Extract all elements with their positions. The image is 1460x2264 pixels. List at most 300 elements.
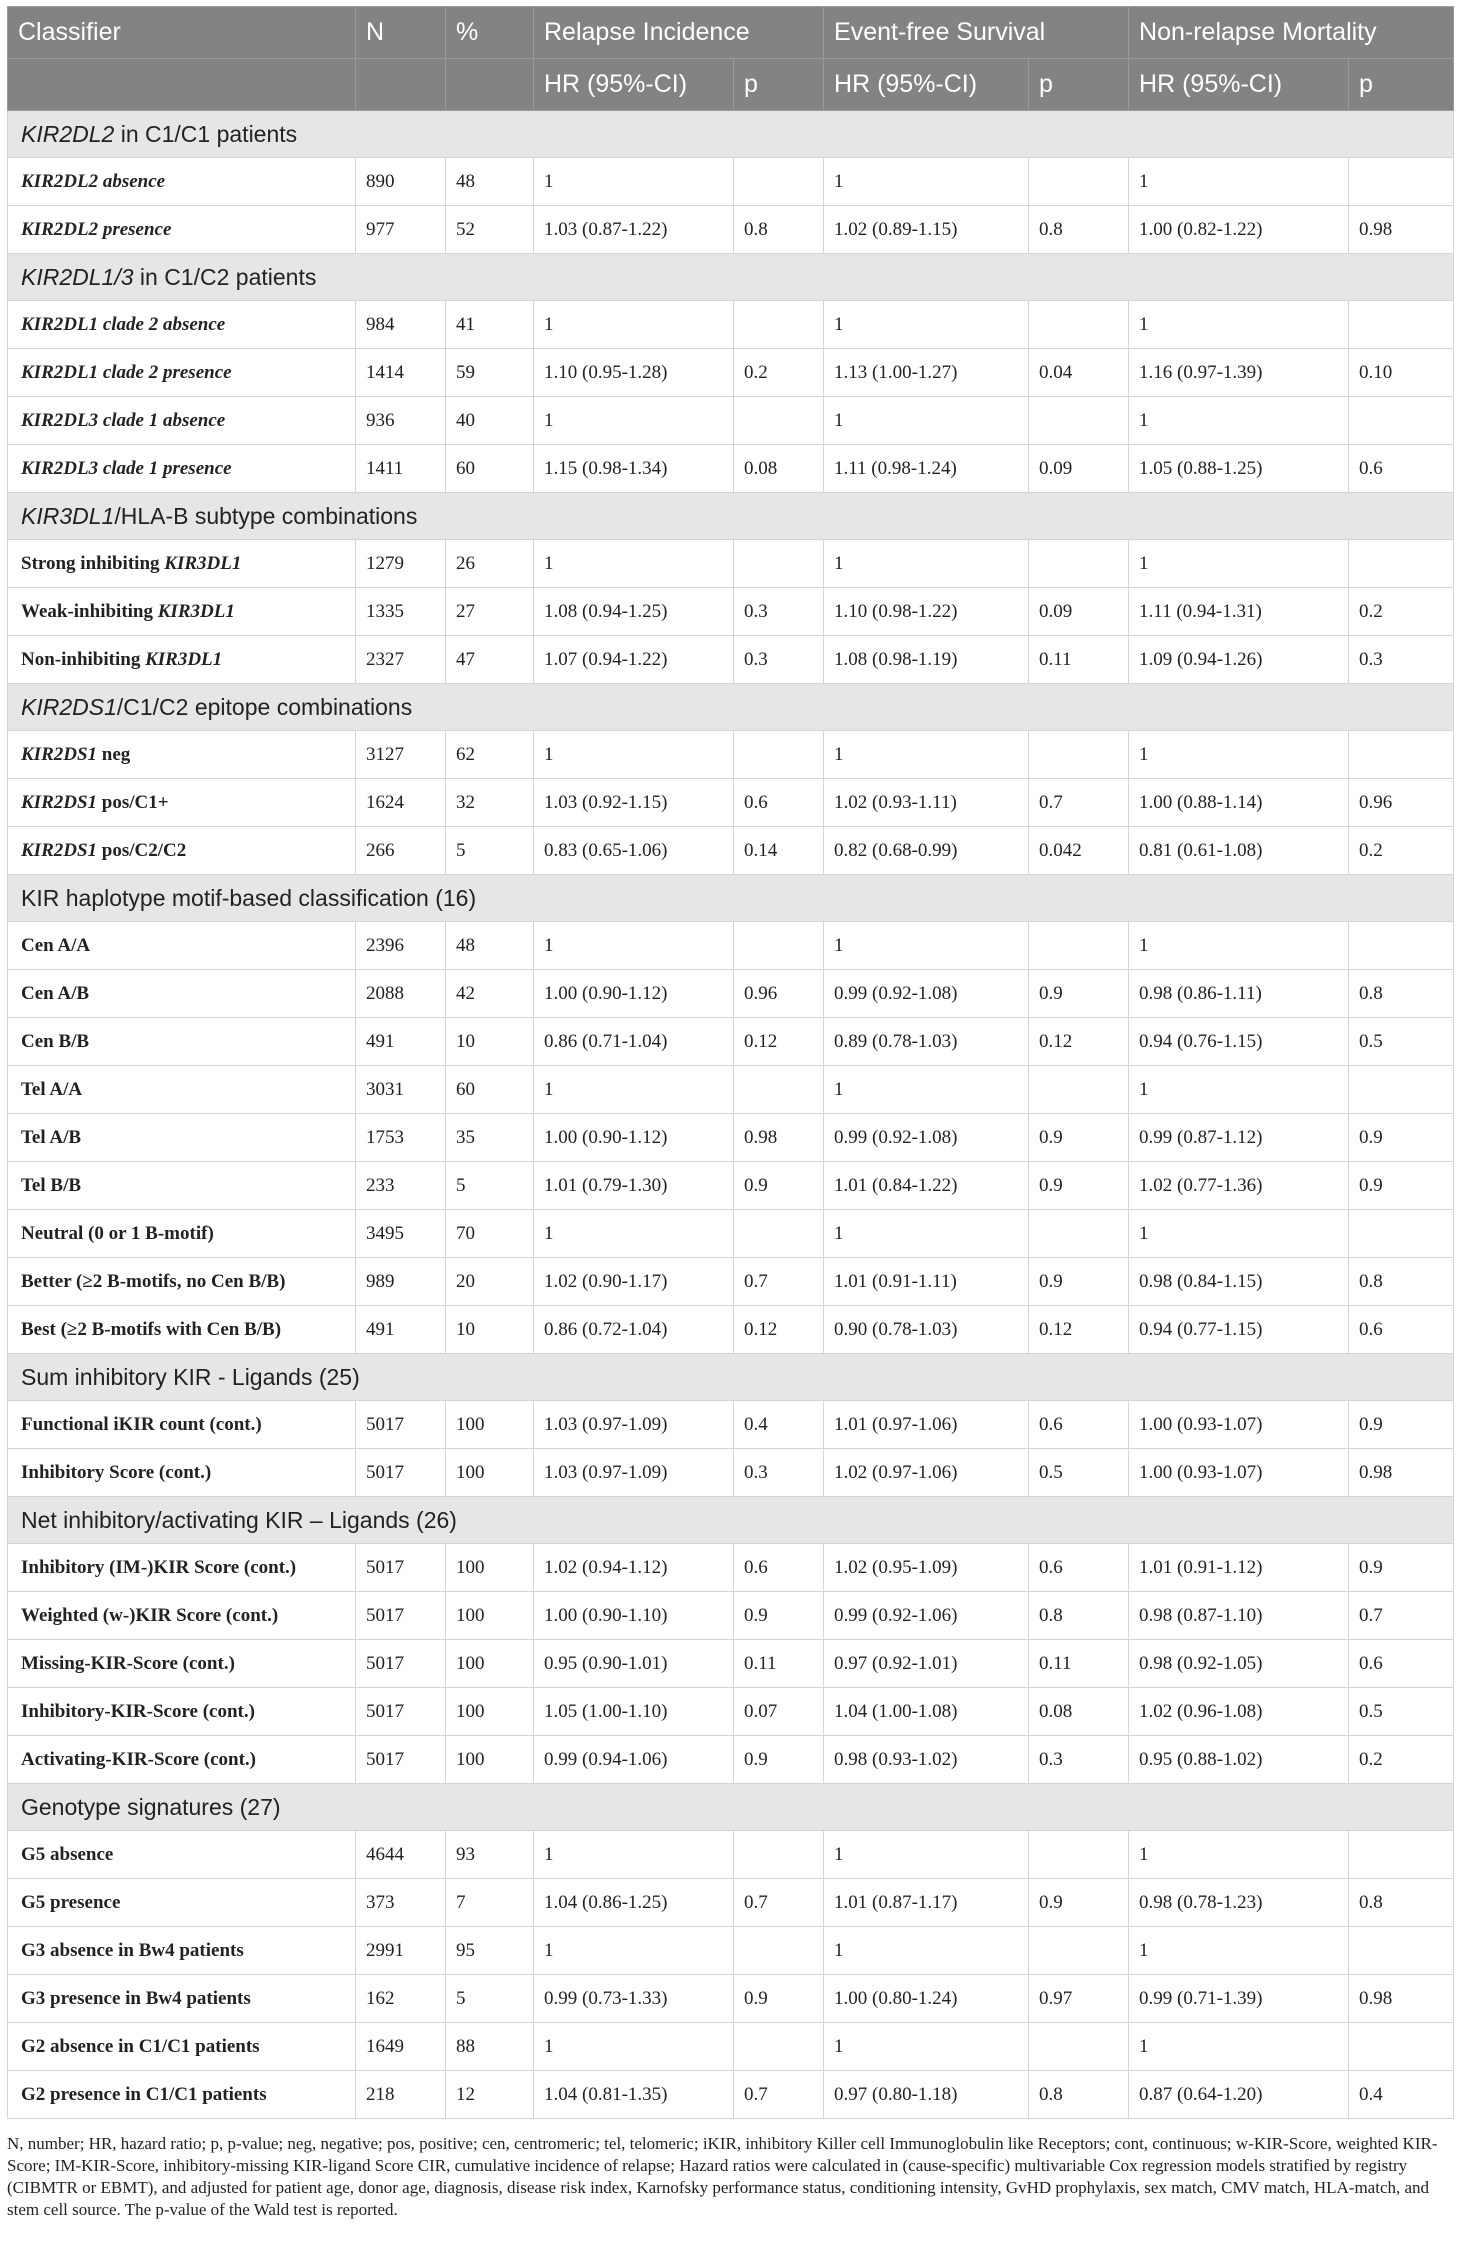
cell-nrm-hr: 1 [1129, 1927, 1349, 1975]
cell-pct: 100 [446, 1640, 534, 1688]
table-row [8, 1879, 1454, 1927]
text-segment: clade 2 absence [98, 313, 226, 335]
cell-efs-hr: 1 [824, 397, 1029, 445]
header-ri-p: p [734, 59, 824, 111]
cell-efs-p: 0.9 [1029, 1114, 1129, 1162]
cell-pct: 10 [446, 1018, 534, 1066]
cell-ri-p: 0.6 [734, 1544, 824, 1592]
cell-n: 491 [356, 1306, 446, 1354]
cell-nrm-hr: 0.95 (0.88-1.02) [1129, 1736, 1349, 1784]
table-row [8, 349, 1454, 397]
cell-ri-p [734, 301, 824, 349]
cell-ri-hr: 0.83 (0.65-1.06) [534, 827, 734, 875]
cell-pct: 60 [446, 1066, 534, 1114]
row-label [8, 922, 356, 970]
table-row [8, 1258, 1454, 1306]
cell-nrm-p: 0.10 [1349, 349, 1454, 397]
cell-ri-p [734, 1927, 824, 1975]
table-row [8, 1831, 1454, 1879]
cell-n: 3031 [356, 1066, 446, 1114]
cell-ri-p: 0.3 [734, 1449, 824, 1497]
row-label [8, 1544, 356, 1592]
cell-efs-p: 0.8 [1029, 206, 1129, 254]
table-footnote: N, number; HR, hazard ratio; p, p-value; neg, negative; pos, positive; cen, centromeric; tel, telomeric; iKIR, inhibitory Killer cell Immunoglobulin like Receptors; cont, continuous; w-KIR-Score, weighted KIR-Score; IM-KIR-Score, inhibitory-missing KIR-ligand Score CIR, cumulative incidence of relapse; Hazard ratios were calculated in (cause-specific) multivariable Cox regression models stratified by registry (CIBMTR or EBMT), and adjusted for patient age, donor age, diagnosis, disease risk index, Karnofsky performance status, conditioning intensity, GvHD prophylaxis, sex match, CMV match, HLA-match, and stem cell source. The p-value of the Wald test is reported. [7, 2134, 1438, 2219]
text-segment: /C1/C2 epitope combinations [116, 693, 413, 720]
table-row [8, 1544, 1454, 1592]
text-segment: Functional iKIR count (cont.) [21, 1413, 262, 1435]
cell-nrm-p [1349, 1210, 1454, 1258]
text-segment: /HLA-B subtype combinations [114, 502, 418, 529]
row-label [8, 1114, 356, 1162]
row-label [8, 445, 356, 493]
results-table [7, 6, 1454, 2119]
row-label [8, 1066, 356, 1114]
text-segment: G5 presence [21, 1891, 121, 1913]
section-title [8, 1497, 1454, 1544]
text-segment: presence [98, 218, 172, 240]
cell-n: 3127 [356, 731, 446, 779]
cell-pct: 32 [446, 779, 534, 827]
cell-efs-hr: 1 [824, 1831, 1029, 1879]
cell-n: 162 [356, 1975, 446, 2023]
cell-ri-hr: 0.99 (0.73-1.33) [534, 1975, 734, 2023]
text-segment: KIR3DL1 [164, 552, 242, 574]
cell-ri-hr: 1.03 (0.97-1.09) [534, 1401, 734, 1449]
cell-nrm-p [1349, 731, 1454, 779]
cell-nrm-p: 0.7 [1349, 1592, 1454, 1640]
table-row [8, 158, 1454, 206]
cell-ri-hr: 1 [534, 540, 734, 588]
cell-ri-p: 0.9 [734, 1736, 824, 1784]
cell-efs-hr: 1.01 (0.97-1.06) [824, 1401, 1029, 1449]
cell-nrm-hr: 1 [1129, 1831, 1349, 1879]
cell-nrm-p: 0.6 [1349, 445, 1454, 493]
cell-ri-hr: 1 [534, 2023, 734, 2071]
cell-efs-hr: 0.97 (0.92-1.01) [824, 1640, 1029, 1688]
cell-ri-p: 0.9 [734, 1162, 824, 1210]
header-efs-p: p [1029, 59, 1129, 111]
cell-n: 1279 [356, 540, 446, 588]
text-segment: KIR3DL1 [21, 502, 115, 529]
cell-pct: 40 [446, 397, 534, 445]
cell-n: 1335 [356, 588, 446, 636]
row-label [8, 636, 356, 684]
cell-ri-hr: 1 [534, 1066, 734, 1114]
text-segment: KIR2DL1/3 [21, 263, 134, 290]
cell-n: 266 [356, 827, 446, 875]
text-segment: Genotype signatures (27) [21, 1793, 281, 1820]
cell-pct: 42 [446, 970, 534, 1018]
cell-ri-p: 0.7 [734, 1879, 824, 1927]
text-segment: KIR3DL1 [145, 648, 223, 670]
table-row [8, 636, 1454, 684]
text-segment: KIR2DS1 [21, 839, 98, 861]
table-row [8, 2071, 1454, 2119]
cell-n: 3495 [356, 1210, 446, 1258]
row-label [8, 1688, 356, 1736]
cell-efs-p [1029, 731, 1129, 779]
cell-ri-hr: 1 [534, 1927, 734, 1975]
cell-efs-hr: 0.98 (0.93-1.02) [824, 1736, 1029, 1784]
text-segment: G2 presence in C1/C1 patients [21, 2083, 267, 2105]
cell-efs-p: 0.09 [1029, 588, 1129, 636]
table-row [8, 1018, 1454, 1066]
cell-ri-hr: 1 [534, 731, 734, 779]
cell-ri-p: 0.08 [734, 445, 824, 493]
cell-ri-p: 0.3 [734, 588, 824, 636]
text-segment: Cen B/B [21, 1030, 90, 1052]
cell-nrm-hr: 1 [1129, 540, 1349, 588]
cell-pct: 88 [446, 2023, 534, 2071]
cell-pct: 70 [446, 1210, 534, 1258]
cell-efs-p: 0.04 [1029, 349, 1129, 397]
row-label [8, 349, 356, 397]
cell-ri-hr: 1.04 (0.86-1.25) [534, 1879, 734, 1927]
cell-nrm-hr: 1.02 (0.77-1.36) [1129, 1162, 1349, 1210]
cell-n: 977 [356, 206, 446, 254]
cell-nrm-p [1349, 301, 1454, 349]
cell-efs-hr: 1.02 (0.89-1.15) [824, 206, 1029, 254]
text-segment: in C1/C1 patients [114, 120, 298, 147]
header-row-1 [8, 7, 1454, 59]
cell-ri-p: 0.12 [734, 1306, 824, 1354]
cell-pct: 27 [446, 588, 534, 636]
cell-pct: 5 [446, 827, 534, 875]
header-blank [8, 59, 356, 111]
cell-pct: 26 [446, 540, 534, 588]
table-row [8, 1449, 1454, 1497]
cell-ri-p: 0.6 [734, 779, 824, 827]
cell-n: 2327 [356, 636, 446, 684]
section-header-row [8, 254, 1454, 301]
cell-efs-hr: 1 [824, 1066, 1029, 1114]
cell-efs-hr: 0.99 (0.92-1.06) [824, 1592, 1029, 1640]
text-segment: absence [98, 170, 166, 192]
cell-nrm-hr: 0.98 (0.84-1.15) [1129, 1258, 1349, 1306]
cell-n: 4644 [356, 1831, 446, 1879]
cell-n: 5017 [356, 1544, 446, 1592]
cell-ri-p: 0.12 [734, 1018, 824, 1066]
cell-pct: 48 [446, 158, 534, 206]
cell-n: 491 [356, 1018, 446, 1066]
text-segment: Inhibitory Score (cont.) [21, 1461, 212, 1483]
section-title [8, 684, 1454, 731]
cell-nrm-p [1349, 158, 1454, 206]
section-header-row [8, 111, 1454, 158]
cell-efs-hr: 1.04 (1.00-1.08) [824, 1688, 1029, 1736]
cell-nrm-hr: 1.00 (0.88-1.14) [1129, 779, 1349, 827]
cell-pct: 100 [446, 1401, 534, 1449]
cell-efs-hr: 1.10 (0.98-1.22) [824, 588, 1029, 636]
cell-nrm-hr: 1 [1129, 2023, 1349, 2071]
cell-n: 2991 [356, 1927, 446, 1975]
cell-efs-p [1029, 2023, 1129, 2071]
cell-nrm-p: 0.8 [1349, 1879, 1454, 1927]
text-segment: clade 1 absence [98, 409, 226, 431]
cell-nrm-p: 0.3 [1349, 636, 1454, 684]
cell-efs-hr: 1.08 (0.98-1.19) [824, 636, 1029, 684]
cell-nrm-p: 0.4 [1349, 2071, 1454, 2119]
cell-n: 1753 [356, 1114, 446, 1162]
text-segment: G3 absence in Bw4 patients [21, 1939, 244, 1961]
cell-efs-p [1029, 1210, 1129, 1258]
row-label [8, 1401, 356, 1449]
cell-efs-p: 0.9 [1029, 1258, 1129, 1306]
cell-ri-hr: 1.03 (0.87-1.22) [534, 206, 734, 254]
text-segment: KIR2DS1 [21, 791, 98, 813]
cell-pct: 52 [446, 206, 534, 254]
cell-nrm-hr: 1 [1129, 731, 1349, 779]
cell-ri-p [734, 158, 824, 206]
section-header-row [8, 1354, 1454, 1401]
table-row [8, 731, 1454, 779]
cell-nrm-p [1349, 1066, 1454, 1114]
cell-ri-hr: 0.99 (0.94-1.06) [534, 1736, 734, 1784]
cell-nrm-p: 0.2 [1349, 827, 1454, 875]
cell-pct: 5 [446, 1975, 534, 2023]
cell-ri-hr: 1.02 (0.90-1.17) [534, 1258, 734, 1306]
text-segment: Sum inhibitory KIR - Ligands (25) [21, 1363, 360, 1390]
table-row [8, 970, 1454, 1018]
cell-efs-hr: 1 [824, 301, 1029, 349]
header-row-2 [8, 59, 1454, 111]
cell-ri-p: 0.8 [734, 206, 824, 254]
cell-efs-hr: 1 [824, 158, 1029, 206]
cell-efs-hr: 0.82 (0.68-0.99) [824, 827, 1029, 875]
cell-n: 2088 [356, 970, 446, 1018]
cell-efs-p: 0.8 [1029, 1592, 1129, 1640]
row-label [8, 1210, 356, 1258]
cell-nrm-p [1349, 397, 1454, 445]
text-segment: Net inhibitory/activating KIR – Ligands (26) [21, 1506, 457, 1533]
cell-pct: 93 [446, 1831, 534, 1879]
cell-ri-hr: 1.08 (0.94-1.25) [534, 588, 734, 636]
cell-ri-hr: 1.10 (0.95-1.28) [534, 349, 734, 397]
cell-pct: 7 [446, 1879, 534, 1927]
cell-pct: 62 [446, 731, 534, 779]
text-segment: Tel A/A [21, 1078, 83, 1100]
cell-nrm-p [1349, 540, 1454, 588]
table-row [8, 1975, 1454, 2023]
cell-efs-p [1029, 158, 1129, 206]
section-header-row [8, 684, 1454, 731]
header-n: N [356, 7, 446, 59]
cell-efs-p [1029, 397, 1129, 445]
cell-n: 936 [356, 397, 446, 445]
cell-nrm-hr: 0.98 (0.87-1.10) [1129, 1592, 1349, 1640]
cell-n: 5017 [356, 1688, 446, 1736]
table-body [8, 111, 1454, 2119]
text-segment: Cen A/B [21, 982, 90, 1004]
table-row [8, 588, 1454, 636]
cell-pct: 20 [446, 1258, 534, 1306]
row-label [8, 2071, 356, 2119]
row-label [8, 731, 356, 779]
cell-efs-p: 0.09 [1029, 445, 1129, 493]
cell-nrm-hr: 1.00 (0.82-1.22) [1129, 206, 1349, 254]
text-segment: Missing-KIR-Score (cont.) [21, 1652, 235, 1674]
cell-n: 1649 [356, 2023, 446, 2071]
cell-ri-p [734, 731, 824, 779]
cell-ri-hr: 1.00 (0.90-1.12) [534, 1114, 734, 1162]
table-row [8, 1736, 1454, 1784]
cell-efs-p [1029, 540, 1129, 588]
cell-nrm-hr: 1.02 (0.96-1.08) [1129, 1688, 1349, 1736]
cell-pct: 12 [446, 2071, 534, 2119]
cell-ri-p: 0.7 [734, 2071, 824, 2119]
cell-efs-p: 0.8 [1029, 2071, 1129, 2119]
row-label [8, 1449, 356, 1497]
cell-efs-hr: 1 [824, 731, 1029, 779]
cell-efs-hr: 0.97 (0.80-1.18) [824, 2071, 1029, 2119]
cell-nrm-hr: 1 [1129, 397, 1349, 445]
cell-nrm-hr: 1 [1129, 1210, 1349, 1258]
cell-n: 890 [356, 158, 446, 206]
text-segment: Weighted (w-)KIR Score (cont.) [21, 1604, 279, 1626]
cell-n: 989 [356, 1258, 446, 1306]
cell-pct: 48 [446, 922, 534, 970]
cell-n: 984 [356, 301, 446, 349]
cell-ri-hr: 1.02 (0.94-1.12) [534, 1544, 734, 1592]
text-segment: in C1/C2 patients [133, 263, 317, 290]
row-label [8, 206, 356, 254]
cell-ri-hr: 0.95 (0.90-1.01) [534, 1640, 734, 1688]
header-pct: % [446, 7, 534, 59]
cell-ri-hr: 1.01 (0.79-1.30) [534, 1162, 734, 1210]
cell-ri-p: 0.3 [734, 636, 824, 684]
cell-ri-p: 0.11 [734, 1640, 824, 1688]
cell-ri-hr: 1 [534, 158, 734, 206]
section-header-row [8, 1784, 1454, 1831]
cell-ri-p: 0.14 [734, 827, 824, 875]
cell-nrm-hr: 1.01 (0.91-1.12) [1129, 1544, 1349, 1592]
cell-nrm-p: 0.5 [1349, 1688, 1454, 1736]
cell-nrm-p [1349, 2023, 1454, 2071]
cell-ri-hr: 1.00 (0.90-1.10) [534, 1592, 734, 1640]
section-title [8, 254, 1454, 301]
cell-ri-hr: 1.04 (0.81-1.35) [534, 2071, 734, 2119]
cell-efs-hr: 1.02 (0.97-1.06) [824, 1449, 1029, 1497]
cell-pct: 10 [446, 1306, 534, 1354]
cell-nrm-p: 0.96 [1349, 779, 1454, 827]
cell-pct: 41 [446, 301, 534, 349]
row-label [8, 1831, 356, 1879]
cell-n: 233 [356, 1162, 446, 1210]
cell-efs-hr: 0.90 (0.78-1.03) [824, 1306, 1029, 1354]
text-segment: Inhibitory (IM-)KIR Score (cont.) [21, 1556, 297, 1578]
cell-nrm-hr: 1 [1129, 301, 1349, 349]
cell-nrm-hr: 0.94 (0.77-1.15) [1129, 1306, 1349, 1354]
cell-nrm-hr: 1.00 (0.93-1.07) [1129, 1401, 1349, 1449]
section-header-row [8, 493, 1454, 540]
text-segment: KIR2DS1 [21, 693, 117, 720]
row-label [8, 301, 356, 349]
table-row [8, 779, 1454, 827]
row-label [8, 779, 356, 827]
table-row [8, 2023, 1454, 2071]
table-row [8, 1592, 1454, 1640]
cell-ri-hr: 1.15 (0.98-1.34) [534, 445, 734, 493]
cell-nrm-p [1349, 1927, 1454, 1975]
cell-efs-p: 0.6 [1029, 1544, 1129, 1592]
row-label [8, 1640, 356, 1688]
cell-nrm-p: 0.98 [1349, 206, 1454, 254]
cell-nrm-p: 0.9 [1349, 1401, 1454, 1449]
cell-n: 5017 [356, 1736, 446, 1784]
cell-ri-p [734, 922, 824, 970]
table-container [7, 6, 1453, 2221]
cell-nrm-p: 0.6 [1349, 1640, 1454, 1688]
cell-n: 2396 [356, 922, 446, 970]
table-row [8, 1162, 1454, 1210]
cell-pct: 100 [446, 1449, 534, 1497]
cell-ri-hr: 1.00 (0.90-1.12) [534, 970, 734, 1018]
cell-nrm-hr: 1.16 (0.97-1.39) [1129, 349, 1349, 397]
section-title [8, 875, 1454, 922]
cell-n: 1411 [356, 445, 446, 493]
cell-efs-hr: 1 [824, 922, 1029, 970]
cell-nrm-p: 0.9 [1349, 1544, 1454, 1592]
cell-ri-p: 0.9 [734, 1975, 824, 2023]
cell-pct: 59 [446, 349, 534, 397]
cell-ri-p: 0.4 [734, 1401, 824, 1449]
row-label [8, 1879, 356, 1927]
cell-nrm-hr: 0.98 (0.86-1.11) [1129, 970, 1349, 1018]
cell-ri-p: 0.98 [734, 1114, 824, 1162]
row-label [8, 1018, 356, 1066]
cell-n: 1624 [356, 779, 446, 827]
cell-nrm-p: 0.8 [1349, 1258, 1454, 1306]
cell-n: 5017 [356, 1401, 446, 1449]
cell-ri-p [734, 1066, 824, 1114]
cell-efs-p: 0.7 [1029, 779, 1129, 827]
cell-efs-hr: 1.13 (1.00-1.27) [824, 349, 1029, 397]
cell-efs-hr: 1.01 (0.87-1.17) [824, 1879, 1029, 1927]
cell-ri-hr: 1.03 (0.92-1.15) [534, 779, 734, 827]
cell-nrm-p [1349, 1831, 1454, 1879]
cell-nrm-hr: 1 [1129, 158, 1349, 206]
text-segment: G5 absence [21, 1843, 114, 1865]
cell-nrm-p: 0.98 [1349, 1449, 1454, 1497]
section-title [8, 493, 1454, 540]
cell-nrm-p: 0.8 [1349, 970, 1454, 1018]
cell-ri-p [734, 1210, 824, 1258]
table-row [8, 922, 1454, 970]
header-blank [446, 59, 534, 111]
cell-efs-hr: 1.11 (0.98-1.24) [824, 445, 1029, 493]
text-segment: Tel B/B [21, 1174, 82, 1196]
cell-nrm-hr: 0.81 (0.61-1.08) [1129, 827, 1349, 875]
cell-efs-p: 0.9 [1029, 1879, 1129, 1927]
table-row [8, 1688, 1454, 1736]
cell-ri-hr: 0.86 (0.71-1.04) [534, 1018, 734, 1066]
cell-efs-hr: 1.00 (0.80-1.24) [824, 1975, 1029, 2023]
cell-ri-hr: 1.07 (0.94-1.22) [534, 636, 734, 684]
table-row [8, 1066, 1454, 1114]
row-label [8, 827, 356, 875]
cell-ri-hr: 1.05 (1.00-1.10) [534, 1688, 734, 1736]
cell-efs-hr: 0.89 (0.78-1.03) [824, 1018, 1029, 1066]
table-row [8, 1114, 1454, 1162]
text-segment: pos/C1+ [97, 791, 169, 813]
table-row [8, 206, 1454, 254]
cell-nrm-hr: 0.98 (0.78-1.23) [1129, 1879, 1349, 1927]
section-header-row [8, 1497, 1454, 1544]
cell-efs-p: 0.11 [1029, 636, 1129, 684]
header-classifier: Classifier [8, 7, 356, 59]
text-segment: Neutral (0 or 1 B-motif) [21, 1222, 214, 1244]
cell-efs-p: 0.9 [1029, 970, 1129, 1018]
